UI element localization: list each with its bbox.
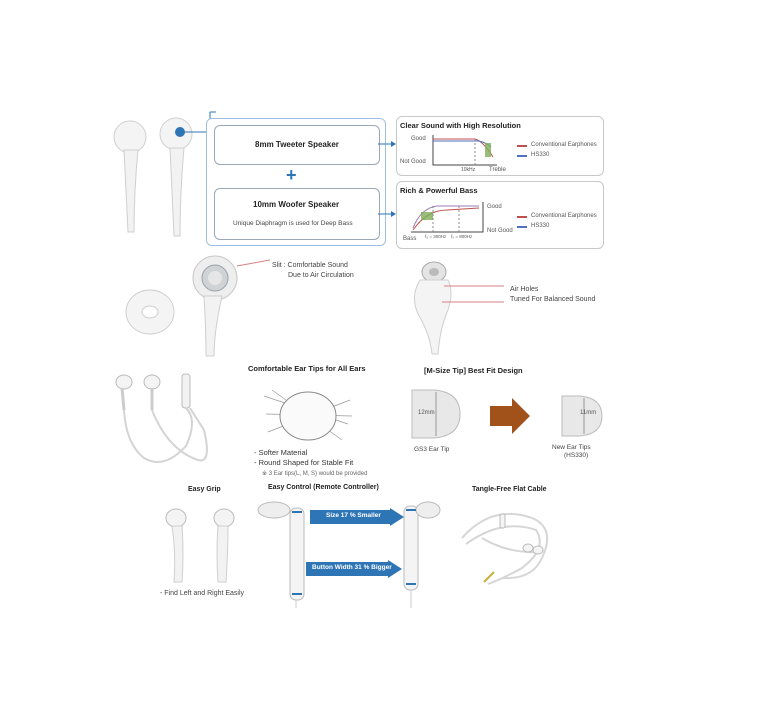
bass-plot <box>407 200 487 238</box>
gs3-size: 12mm <box>418 410 435 416</box>
slit-line2: Due to Air Circulation <box>288 272 354 279</box>
air-holes-image <box>404 256 504 356</box>
clear-sound-chart <box>396 116 604 176</box>
new-tip-size: 11mm <box>580 410 597 416</box>
earbud-slit-image <box>120 252 270 364</box>
air-line1: Air Holes <box>510 286 539 293</box>
bass-notgood-label: Not Good <box>487 228 513 234</box>
clear-sound-plot <box>431 133 503 171</box>
gs3-tip-shape <box>408 386 464 442</box>
new-tip-label1: New Ear Tips <box>552 444 591 451</box>
new-tip-shape <box>558 392 608 440</box>
ear-tips-note: ※ 3 Ear tips(L, M, S) would be provided <box>262 471 368 477</box>
grip-earbuds-image <box>160 506 240 586</box>
clear-legend-swatch-model <box>517 155 527 159</box>
ear-tips-bullet1: - Softer Material <box>254 448 308 457</box>
woofer-card <box>214 188 380 240</box>
chart-arrows <box>378 138 398 228</box>
new-tip-label2: (HS330) <box>564 452 589 459</box>
size-arrow-label: Size 17 % Smaller <box>326 512 381 519</box>
bass-legend-swatch-conv <box>517 216 527 220</box>
gs3-label: GS3 Ear Tip <box>414 446 450 453</box>
tweeter-card <box>214 125 380 165</box>
tweeter-label: 8mm Tweeter Speaker <box>255 140 339 149</box>
ear-tips-bullet2: - Round Shaped for Stable Fit <box>254 458 354 467</box>
earphones-cord-image <box>108 360 218 480</box>
clear-freq-label: 10kHz <box>461 167 476 173</box>
bass-legend-conv: Conventional Earphones <box>531 213 597 219</box>
bass-good-label: Good <box>487 204 502 210</box>
ear-tips-title: Comfortable Ear Tips for All Ears <box>248 364 366 373</box>
air-line2: Tuned For Balanced Sound <box>510 296 596 303</box>
bass-legend-model: HS330 <box>531 223 550 229</box>
grip-note: - Find Left and Right Easily <box>160 590 245 597</box>
cable-title: Tangle-Free Flat Cable <box>472 486 547 493</box>
ear-tip-drawing <box>262 384 354 448</box>
grip-title: Easy Grip <box>188 486 221 493</box>
clear-legend-swatch-conv <box>517 145 527 149</box>
bass-f1: f₀ = 300Hz <box>425 234 447 239</box>
plus-sign: + <box>286 165 297 185</box>
clear-axis-label: Treble <box>489 167 506 173</box>
bass-legend-swatch-model <box>517 226 527 230</box>
clear-good-label: Good <box>411 136 426 142</box>
bass-title: Rich & Powerful Bass <box>400 186 478 195</box>
fit-title: [M-Size Tip] Best Fit Design <box>424 366 523 375</box>
clear-sound-title: Clear Sound with High Resolution <box>400 121 521 130</box>
woofer-label: 10mm Woofer Speaker <box>253 200 340 209</box>
clear-legend-model: HS330 <box>531 152 550 158</box>
bass-axis-label: Bass <box>403 236 417 242</box>
button-width-arrow-label: Button Width 31 % Bigger <box>312 564 392 571</box>
woofer-note: Unique Diaphragm is used for Deep Bass <box>233 220 353 227</box>
clear-notgood-label: Not Good <box>400 159 426 165</box>
slit-line1: Slit : Comfortable Sound <box>272 262 348 269</box>
flat-cable-image <box>452 498 562 590</box>
comparison-arrow <box>488 396 532 436</box>
bass-f2: f₀ = 800Hz <box>451 234 473 239</box>
bass-chart <box>396 181 604 249</box>
clear-legend-conv: Conventional Earphones <box>531 142 597 148</box>
control-title: Easy Control (Remote Controller) <box>268 484 379 491</box>
